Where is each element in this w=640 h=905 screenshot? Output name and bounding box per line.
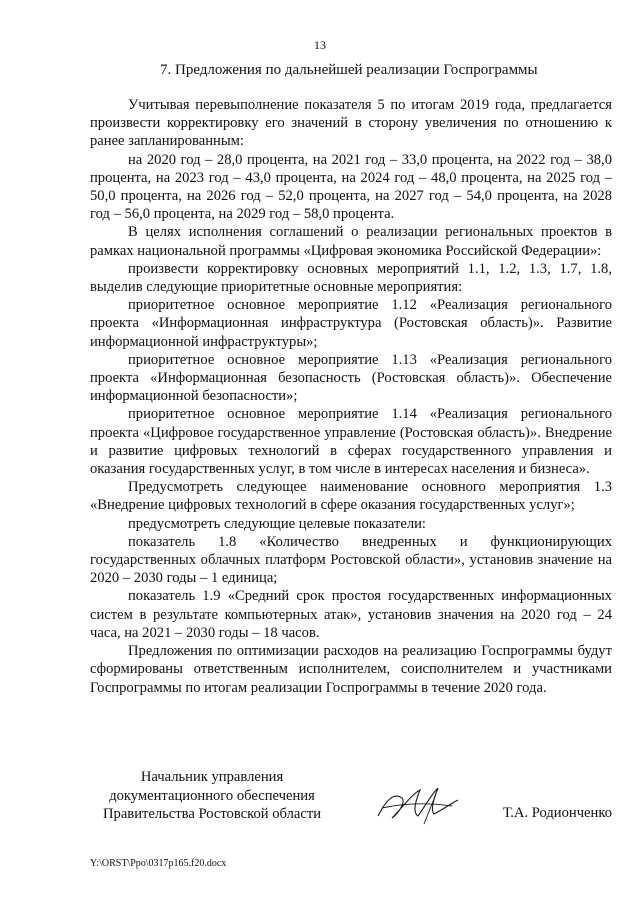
document-body	[90, 96, 612, 697]
paragraph: В целях исполнения соглашений о реализации региональных проектов в рамках национальной программы «Цифровая экономика Российской Федерации»:	[90, 224, 612, 259]
section-heading: 7. Предложения по дальнейшей реализации Госпрограммы	[160, 62, 538, 78]
paragraph: Предложения по оптимизации расходов на реализацию Госпрограммы будут сформированы ответственным исполнителем, соисполнителем и участниками Госпрограммы по итогам реализации Госпрограммы в течение 2020 года.	[90, 643, 612, 696]
paragraph: приоритетное основное мероприятие 1.14 «Реализация регионального проекта «Цифровое государственное управление (Ростовская область)». Внедрение и развитие цифровых технологий в сферах государственного управления и оказания государственных услуг, в том числе в интересах населения и бизнеса».	[90, 406, 612, 478]
paragraph: предусмотреть следующие целевые показатели:	[128, 515, 426, 532]
paragraph: на 2020 год – 28,0 процента, на 2021 год – 33,0 процента, на 2022 год – 38,0 процента, на 2023 год – 43,0 процента, на 2024 год – 48,0 процента, на 2025 год – 50,0 процента, на 2026 год – 52,0 процента, на 2027 год – 54,0 процента, на 2028 год – 56,0 процента, на 2029 год – 58,0 процента.	[90, 151, 612, 223]
paragraph: Предусмотреть следующее наименование основного мероприятия 1.3 «Внедрение цифровых технологий в сфере оказания государственных услуг»;	[90, 479, 612, 514]
paragraph: произвести корректировку основных мероприятий 1.1, 1.2, 1.3, 1.7, 1.8, выделив следующие приоритетные основные мероприятия:	[90, 260, 612, 296]
paragraph: приоритетное основное мероприятие 1.13 «Реализация регионального проекта «Информационная безопасность (Ростовская область)». Обеспечение информационной безопасности»;	[90, 351, 612, 405]
signatory-title	[92, 768, 332, 824]
page-number: 13	[314, 38, 326, 52]
handwritten-signature	[372, 778, 462, 832]
file-path-footer: Y:\ORST\Ppo\0317p165.f20.docx	[90, 858, 227, 869]
paragraph: Учитывая перевыполнение показателя 5 по итогам 2019 года, предлагается произвести корректировку его значений в сторону увеличения по отношению к ранее запланированным:	[90, 97, 612, 150]
signatory-name: Т.А. Родионченко	[502, 805, 612, 821]
signatory-title-line: документационного обеспечения	[109, 787, 315, 804]
paragraph: показатель 1.9 «Средний срок простоя государственных информационных систем в результате компьютерных атак», установив значения на 2020 год – 24 часа, на 2021 – 2030 годы – 18 часов.	[90, 588, 612, 641]
signatory-title-line: Правительства Ростовской области	[102, 806, 322, 822]
paragraph: приоритетное основное мероприятие 1.12 «Реализация регионального проекта «Информационная инфраструктура (Ростовская область)». Развитие информационной инфраструктуры»;	[90, 297, 612, 350]
signatory-title-line: Начальник управления	[140, 769, 284, 785]
paragraph: показатель 1.8 «Количество внедренных и функционирующих государственных облачных платформ Ростовской области», установив значение на 2020 – 2030 годы – 1 единица;	[90, 533, 612, 587]
